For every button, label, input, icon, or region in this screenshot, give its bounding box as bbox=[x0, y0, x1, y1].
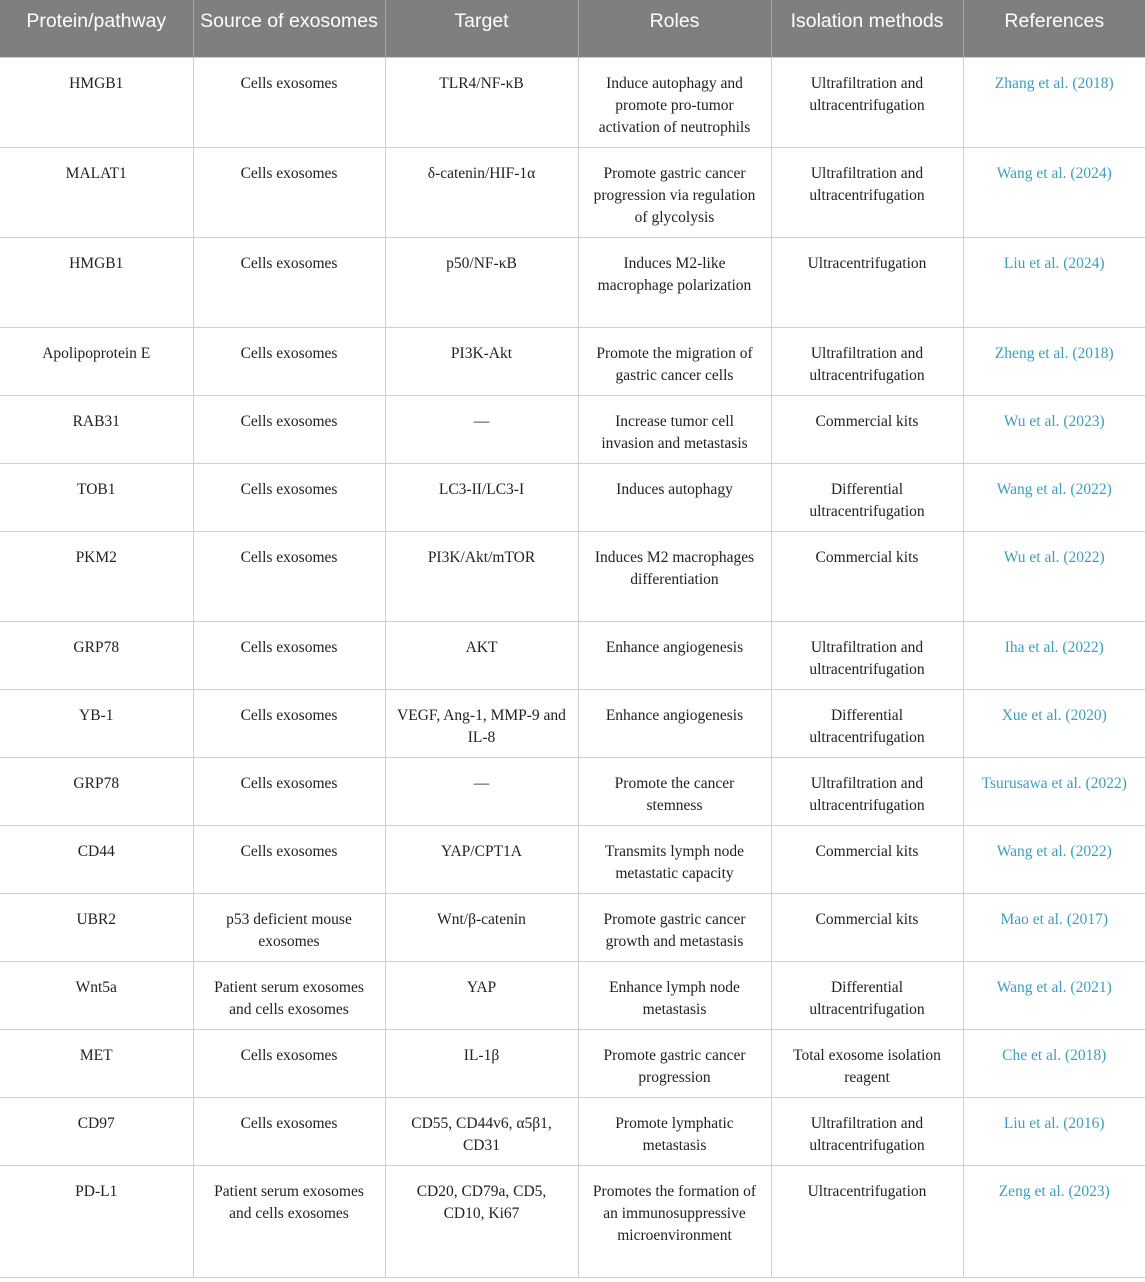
cell-protein: CD97 bbox=[0, 1097, 193, 1165]
cell-roles: Promote the migration of gastric cancer cells bbox=[578, 327, 771, 395]
cell-source: Cells exosomes bbox=[193, 463, 385, 531]
reference-link[interactable]: Tsurusawa et al. (2022) bbox=[963, 757, 1145, 825]
reference-link[interactable]: Wang et al. (2022) bbox=[963, 825, 1145, 893]
table-row bbox=[0, 237, 1145, 327]
reference-link[interactable]: Zeng et al. (2023) bbox=[963, 1165, 1145, 1277]
cell-isolation: Ultracentrifugation bbox=[771, 237, 963, 327]
cell-target: CD20, CD79a, CD5, CD10, Ki67 bbox=[385, 1165, 578, 1277]
table-row bbox=[0, 531, 1145, 621]
cell-target: — bbox=[385, 395, 578, 463]
table-row bbox=[0, 621, 1145, 689]
table-row bbox=[0, 1029, 1145, 1097]
reference-link[interactable]: Che et al. (2018) bbox=[963, 1029, 1145, 1097]
cell-protein: HMGB1 bbox=[0, 57, 193, 147]
cell-protein: TOB1 bbox=[0, 463, 193, 531]
table-row bbox=[0, 689, 1145, 757]
cell-source: Cells exosomes bbox=[193, 395, 385, 463]
cell-source: Cells exosomes bbox=[193, 1097, 385, 1165]
cell-target: PI3K-Akt bbox=[385, 327, 578, 395]
cell-protein: PKM2 bbox=[0, 531, 193, 621]
cell-protein: CD44 bbox=[0, 825, 193, 893]
cell-roles: Promote gastric cancer progression bbox=[578, 1029, 771, 1097]
header-protein: Protein/pathway bbox=[0, 0, 193, 57]
cell-isolation: Ultrafiltration and ultracentrifugation bbox=[771, 1097, 963, 1165]
cell-protein: GRP78 bbox=[0, 621, 193, 689]
table-row bbox=[0, 825, 1145, 893]
table-row bbox=[0, 327, 1145, 395]
cell-protein: Apolipoprotein E bbox=[0, 327, 193, 395]
reference-link[interactable]: Wang et al. (2021) bbox=[963, 961, 1145, 1029]
cell-source: Cells exosomes bbox=[193, 237, 385, 327]
cell-source: Cells exosomes bbox=[193, 825, 385, 893]
cell-roles: Promote lymphatic metastasis bbox=[578, 1097, 771, 1165]
cell-protein: HMGB1 bbox=[0, 237, 193, 327]
cell-target: p50/NF-κB bbox=[385, 237, 578, 327]
cell-protein: PD-L1 bbox=[0, 1165, 193, 1277]
cell-target: PI3K/Akt/mTOR bbox=[385, 531, 578, 621]
reference-link[interactable]: Wu et al. (2022) bbox=[963, 531, 1145, 621]
table-row bbox=[0, 463, 1145, 531]
cell-roles: Enhance angiogenesis bbox=[578, 621, 771, 689]
cell-isolation: Differential ultracentrifugation bbox=[771, 689, 963, 757]
cell-isolation: Ultrafiltration and ultracentrifugation bbox=[771, 57, 963, 147]
cell-isolation: Ultrafiltration and ultracentrifugation bbox=[771, 147, 963, 237]
cell-source: p53 deficient mouse exosomes bbox=[193, 893, 385, 961]
cell-roles: Induces M2 macrophages differentiation bbox=[578, 531, 771, 621]
reference-link[interactable]: Liu et al. (2016) bbox=[963, 1097, 1145, 1165]
cell-target: VEGF, Ang-1, MMP-9 and IL-8 bbox=[385, 689, 578, 757]
cell-target: YAP bbox=[385, 961, 578, 1029]
cell-target: YAP/CPT1A bbox=[385, 825, 578, 893]
cell-isolation: Ultrafiltration and ultracentrifugation bbox=[771, 757, 963, 825]
cell-target: IL-1β bbox=[385, 1029, 578, 1097]
cell-target: Wnt/β-catenin bbox=[385, 893, 578, 961]
cell-target: — bbox=[385, 757, 578, 825]
cell-roles: Transmits lymph node metastatic capacity bbox=[578, 825, 771, 893]
cell-protein: YB-1 bbox=[0, 689, 193, 757]
cell-isolation: Total exosome isolation reagent bbox=[771, 1029, 963, 1097]
reference-link[interactable]: Wang et al. (2022) bbox=[963, 463, 1145, 531]
cell-isolation: Ultrafiltration and ultracentrifugation bbox=[771, 621, 963, 689]
cell-source: Cells exosomes bbox=[193, 689, 385, 757]
cell-source: Cells exosomes bbox=[193, 57, 385, 147]
cell-isolation: Differential ultracentrifugation bbox=[771, 463, 963, 531]
cell-source: Cells exosomes bbox=[193, 147, 385, 237]
cell-source: Cells exosomes bbox=[193, 1029, 385, 1097]
reference-link[interactable]: Xue et al. (2020) bbox=[963, 689, 1145, 757]
cell-source: Cells exosomes bbox=[193, 757, 385, 825]
cell-source: Patient serum exosomes and cells exosomes bbox=[193, 1165, 385, 1277]
cell-isolation: Ultrafiltration and ultracentrifugation bbox=[771, 327, 963, 395]
cell-roles: Induce autophagy and promote pro-tumor activation of neutrophils bbox=[578, 57, 771, 147]
cell-source: Cells exosomes bbox=[193, 531, 385, 621]
cell-source: Cells exosomes bbox=[193, 327, 385, 395]
cell-target: LC3-II/LC3-I bbox=[385, 463, 578, 531]
cell-roles: Induces autophagy bbox=[578, 463, 771, 531]
table-row bbox=[0, 893, 1145, 961]
reference-link[interactable]: Liu et al. (2024) bbox=[963, 237, 1145, 327]
cell-protein: Wnt5a bbox=[0, 961, 193, 1029]
reference-link[interactable]: Iha et al. (2022) bbox=[963, 621, 1145, 689]
reference-link[interactable]: Mao et al. (2017) bbox=[963, 893, 1145, 961]
cell-roles: Promote gastric cancer progression via regulation of glycolysis bbox=[578, 147, 771, 237]
cell-roles: Promote gastric cancer growth and metastasis bbox=[578, 893, 771, 961]
cell-isolation: Ultracentrifugation bbox=[771, 1165, 963, 1277]
cell-roles: Promote the cancer stemness bbox=[578, 757, 771, 825]
cell-isolation: Differential ultracentrifugation bbox=[771, 961, 963, 1029]
cell-target: CD55, CD44v6, α5β1, CD31 bbox=[385, 1097, 578, 1165]
header-isolation: Isolation methods bbox=[771, 0, 963, 57]
cell-source: Patient serum exosomes and cells exosomes bbox=[193, 961, 385, 1029]
header-references: References bbox=[963, 0, 1145, 57]
cell-isolation: Commercial kits bbox=[771, 825, 963, 893]
cell-roles: Increase tumor cell invasion and metastasis bbox=[578, 395, 771, 463]
cell-target: δ-catenin/HIF-1α bbox=[385, 147, 578, 237]
header-roles: Roles bbox=[578, 0, 771, 57]
cell-target: AKT bbox=[385, 621, 578, 689]
cell-protein: MET bbox=[0, 1029, 193, 1097]
table-row bbox=[0, 395, 1145, 463]
reference-link[interactable]: Zheng et al. (2018) bbox=[963, 327, 1145, 395]
table-row bbox=[0, 1097, 1145, 1165]
cell-isolation: Commercial kits bbox=[771, 531, 963, 621]
cell-roles: Promotes the formation of an immunosuppressive microenvironment bbox=[578, 1165, 771, 1277]
header-source: Source of exosomes bbox=[193, 0, 385, 57]
cell-roles: Enhance lymph node metastasis bbox=[578, 961, 771, 1029]
cell-protein: MALAT1 bbox=[0, 147, 193, 237]
table-row bbox=[0, 757, 1145, 825]
reference-link[interactable]: Wu et al. (2023) bbox=[963, 395, 1145, 463]
table-row bbox=[0, 147, 1145, 237]
table-row bbox=[0, 961, 1145, 1029]
cell-isolation: Commercial kits bbox=[771, 395, 963, 463]
reference-link[interactable]: Wang et al. (2024) bbox=[963, 147, 1145, 237]
cell-isolation: Commercial kits bbox=[771, 893, 963, 961]
cell-protein: RAB31 bbox=[0, 395, 193, 463]
table-row bbox=[0, 57, 1145, 147]
cell-protein: UBR2 bbox=[0, 893, 193, 961]
cell-source: Cells exosomes bbox=[193, 621, 385, 689]
table-header-row bbox=[0, 0, 1145, 57]
cell-protein: GRP78 bbox=[0, 757, 193, 825]
cell-roles: Induces M2-like macrophage polarization bbox=[578, 237, 771, 327]
header-target: Target bbox=[385, 0, 578, 57]
reference-link[interactable]: Zhang et al. (2018) bbox=[963, 57, 1145, 147]
table-row bbox=[0, 1165, 1145, 1277]
cell-roles: Enhance angiogenesis bbox=[578, 689, 771, 757]
cell-target: TLR4/NF-κB bbox=[385, 57, 578, 147]
